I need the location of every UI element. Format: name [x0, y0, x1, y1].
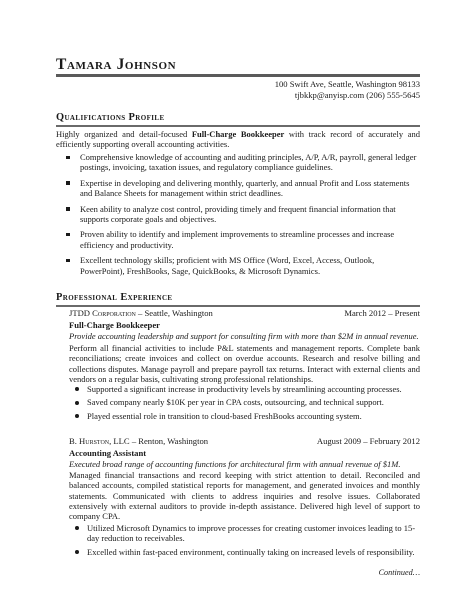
experience-heading: Professional Experience	[56, 292, 173, 303]
job-dates: March 2012 – Present	[344, 308, 420, 318]
company-name: JTDD Corporation	[69, 308, 136, 318]
list-item: Keen ability to analyze cost control, providing timely and frequent financial information that supports corporate goals and objectives.	[56, 204, 420, 225]
list-item: Saved company nearly $10K per year in CPA costs, outsourcing, and technical support.	[69, 397, 420, 407]
qualifications-list	[56, 152, 420, 281]
job-summary: Executed broad range of accounting functions for architectural firm with annual revenue of $1M.	[69, 459, 401, 469]
qualifications-heading: Qualifications Profile	[56, 112, 165, 123]
job-achievements	[69, 523, 420, 560]
list-item: Played essential role in transition to cloud-based FreshBooks accounting system.	[69, 411, 420, 421]
job-description: Managed financial transactions and record keeping with strict attention to detail. Reconciled and balanced accounts, compiled statistical reports for management, and generated invoices and monthly statements. Communicated with clients to address inquiries and resolve issues. Collaborated extensively with external auditors to provide in-depth assistance. Delivered high level of support to company CPA.	[69, 470, 420, 522]
job-title: Accounting Assistant	[69, 448, 147, 458]
job-location: – Renton, Washington	[129, 436, 209, 446]
list-item: Comprehensive knowledge of accounting and auditing principles, A/P, A/R, payroll, general ledger postings, invoicing, taxation issues, and regulatory compliance guidelines.	[56, 152, 420, 173]
continued-note: Continued…	[378, 568, 420, 577]
experience-rule	[56, 305, 420, 307]
job-summary: Provide accounting leadership and support for consulting firm with more than $2M in annual revenue.	[69, 331, 419, 341]
list-item: Excellent technology skills; proficient with MS Office (Word, Excel, Access, Outlook, PowerPoint), FreshBooks, Sage, QuickBooks, & Microsoft Dynamics.	[56, 255, 420, 276]
list-item: Utilized Microsoft Dynamics to improve processes for creating customer invoices leading to 15-day reduction to receivables.	[69, 523, 420, 544]
job-header	[69, 436, 420, 447]
list-item: Supported a significant increase in productivity levels by streamlining accounting processes.	[69, 384, 420, 394]
header-rule	[56, 74, 420, 77]
job-description: Perform all financial activities to include P&L statements and management reports. Complete bank reconciliations; create invoices and collect on overdue accounts. Research and resolve billing and collections disputes. Manage payroll and prepare payroll tax returns. Interact with external clients and vendors on a regular basis, cultivating strong professional relationships.	[69, 343, 420, 384]
email-phone: tjbkkp@anyisp.com (206) 555-5645	[294, 89, 420, 100]
qualifications-rule	[56, 125, 420, 127]
job-header	[69, 308, 420, 319]
list-item: Expertise in developing and delivering monthly, quarterly, and annual Profit and Loss statements and Balance Sheets for management within strict deadlines.	[56, 178, 420, 199]
candidate-name: Tamara Johnson	[56, 56, 177, 73]
job-achievements	[69, 384, 420, 424]
address: 100 Swift Ave, Seattle, Washington 98133	[274, 79, 420, 89]
job-location: – Seattle, Washington	[135, 308, 213, 318]
list-item: Excelled within fast-paced environment, continually taking on increased levels of responsibility.	[69, 547, 420, 557]
contact-block	[275, 79, 420, 100]
job-title: Full-Charge Bookkeeper	[69, 320, 160, 330]
job-dates: August 2009 – February 2012	[316, 436, 420, 446]
qualifications-intro: Highly organized and detail-focused Full-Charge Bookkeeper with track record of accurately and efficiently supporting overall accounting activities.	[56, 129, 420, 150]
company-name: B. Hurston, LLC	[69, 436, 130, 446]
list-item: Proven ability to identify and implement improvements to streamline processes and increase efficiency and productivity.	[56, 229, 420, 250]
